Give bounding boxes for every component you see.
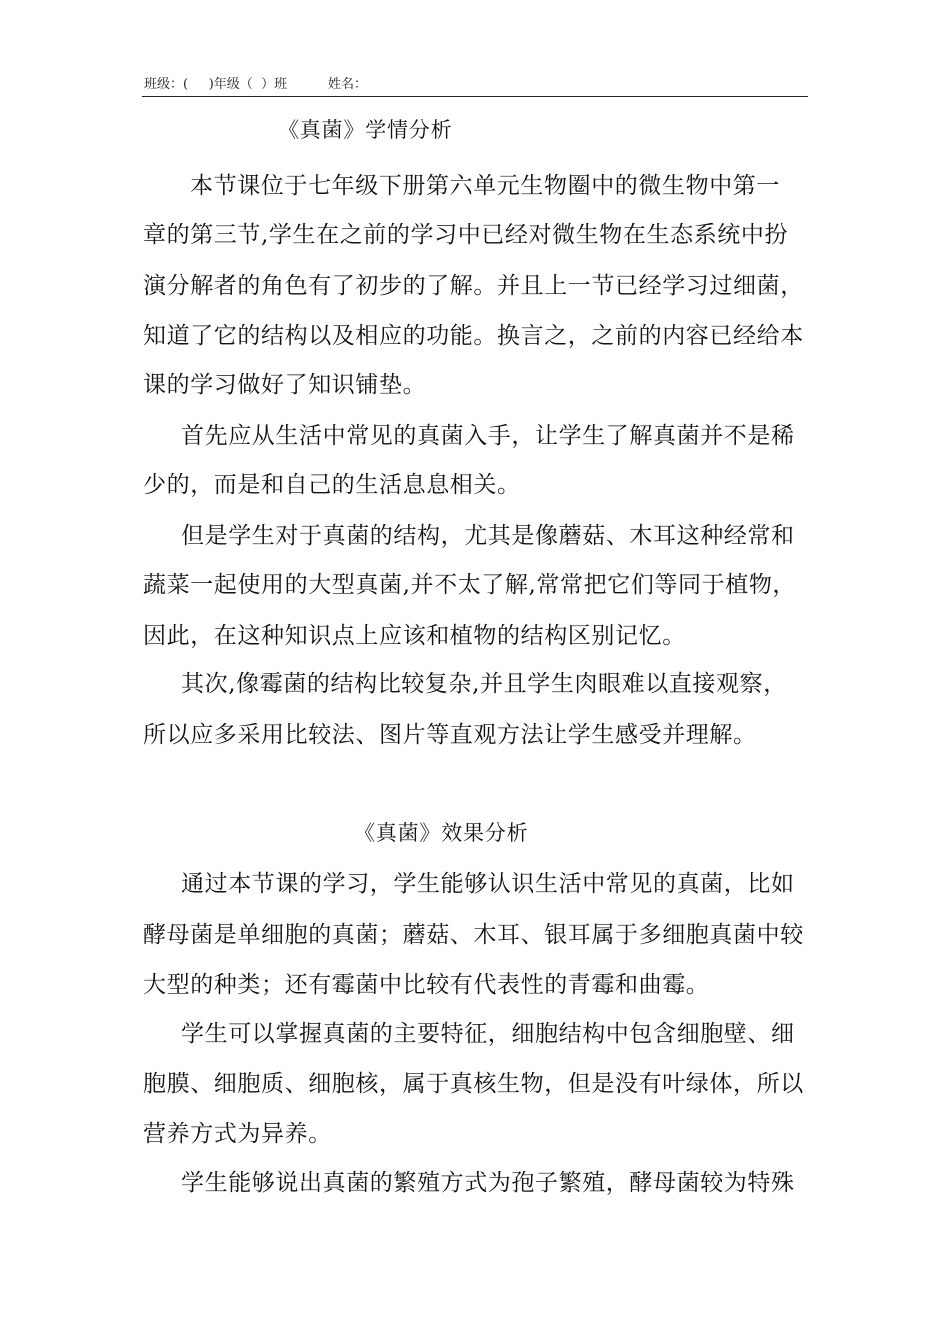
paragraph-line: 营养方式为异养。 [143, 1121, 332, 1147]
paragraph-line: 其次,像霉菌的结构比较复杂,并且学生肉眼难以直接观察， [181, 671, 787, 697]
paragraph-line: 所以应多采用比较法、图片等直观方法让学生感受并理解。 [143, 722, 757, 748]
paragraph-line: 学生能够说出真菌的繁殖方式为孢子繁殖，酵母菌较为特殊 [181, 1170, 795, 1196]
paragraph-line: 章的第三节,学生在之前的学习中已经对微生物在生态系统中扮 [143, 222, 789, 248]
paragraph-line: 酵母菌是单细胞的真菌；蘑菇、木耳、银耳属于多细胞真菌中较 [143, 922, 804, 948]
paragraph-line: 大型的种类；还有霉菌中比较有代表性的青霉和曲霉。 [143, 972, 710, 998]
paragraph-line: 课的学习做好了知识铺垫。 [143, 372, 427, 398]
section-title: 《真菌》学情分析 [278, 118, 453, 142]
paragraph-line: 演分解者的角色有了初步的了解。并且上一节已经学习过细菌， [143, 273, 804, 299]
name-label: 姓名： [328, 77, 368, 92]
paragraph-line: 但是学生对于真菌的结构，尤其是像蘑菇、木耳这种经常和 [181, 523, 795, 549]
paragraph-line: 通过本节课的学习，学生能够认识生活中常见的真菌，比如 [181, 871, 795, 897]
paragraph-line: 蔬菜一起使用的大型真菌,并不太了解,常常把它们等同于植物， [143, 572, 797, 598]
paragraph-line: 少的，而是和自己的生活息息相关。 [143, 472, 521, 498]
paragraph-line: 因此，在这种知识点上应该和植物的结构区别记忆。 [143, 623, 686, 649]
section-title: 《真菌》效果分析 [354, 821, 529, 845]
paragraph-line: 本节课位于七年级下册第六单元生物圈中的微生物中第一 [190, 173, 780, 199]
page-header [142, 76, 808, 97]
class-label: 班级：( )年级（ ）班 [144, 77, 288, 92]
paragraph-line: 学生可以掌握真菌的主要特征，细胞结构中包含细胞壁、细 [181, 1021, 795, 1047]
paragraph-line: 知道了它的结构以及相应的功能。换言之，之前的内容已经给本 [143, 323, 804, 349]
paragraph-line: 首先应从生活中常见的真菌入手，让学生了解真菌并不是稀 [181, 423, 795, 449]
paragraph-line: 胞膜、细胞质、细胞核，属于真核生物，但是没有叶绿体，所以 [143, 1071, 804, 1097]
